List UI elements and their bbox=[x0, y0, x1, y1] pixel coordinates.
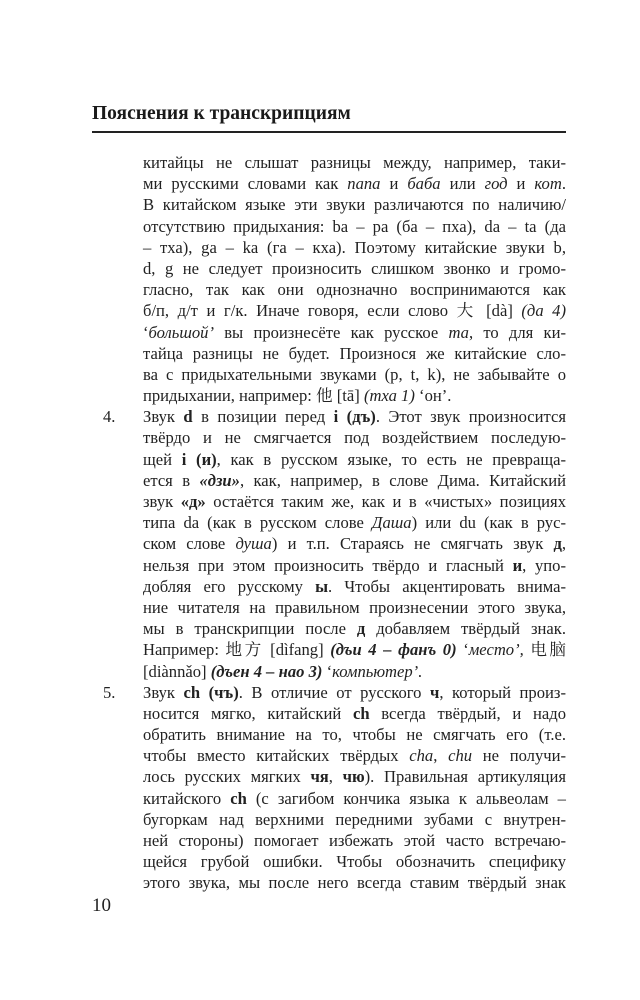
italic-text: компьютер’. bbox=[332, 661, 423, 681]
bold-italic-text: «дзи» bbox=[199, 470, 240, 490]
bold-text: «д» bbox=[180, 492, 206, 511]
text-span: и bbox=[380, 174, 408, 194]
italic-text: Даша bbox=[371, 513, 412, 533]
text-span: В китайском языке эти звуки различаются по наличию/ bbox=[143, 195, 566, 215]
text-line bbox=[143, 703, 566, 724]
text-line bbox=[143, 152, 566, 173]
text-span: бугоркам над верхними передними зубами с внутрен- bbox=[143, 809, 566, 829]
text-line bbox=[143, 851, 566, 872]
bold-text: ч bbox=[430, 682, 440, 702]
text-line bbox=[143, 872, 566, 893]
text-line bbox=[143, 385, 566, 406]
italic-text: место’, bbox=[468, 640, 524, 660]
bold-text: чя bbox=[310, 767, 329, 787]
italic-text: баба bbox=[407, 174, 441, 194]
text-span: ) и т.п. Стараясь не смягчать звук bbox=[271, 534, 554, 554]
text-line bbox=[143, 512, 566, 533]
text-line bbox=[103, 682, 566, 703]
text-span: – тха), ga – ka (га – кха). Поэтому китайские звуки b, bbox=[143, 237, 566, 257]
text-line bbox=[143, 788, 566, 809]
list-number: 5. bbox=[103, 682, 116, 702]
text-span: . Этот звук произносится bbox=[375, 407, 566, 427]
italic-text: cha bbox=[409, 746, 434, 766]
text-line bbox=[143, 237, 566, 258]
text-line bbox=[143, 745, 566, 766]
text-span: ‘ bbox=[456, 640, 469, 660]
text-span: [diànnǎo] bbox=[143, 661, 211, 681]
bold-text: i (и) bbox=[181, 449, 217, 469]
text-span: китайского bbox=[143, 788, 231, 808]
bold-italic-text: (дъен 4 – нао 3) bbox=[210, 661, 323, 681]
text-span: и bbox=[507, 174, 535, 194]
text-span: щейся грубой ошибки. Чтобы обозначить специфику bbox=[143, 852, 566, 872]
text-span: мы в транскрипции после bbox=[143, 619, 357, 639]
text-span: всегда твёрдый, и надо bbox=[369, 703, 566, 723]
text-span: звук bbox=[143, 492, 181, 511]
text-span: , bbox=[328, 767, 343, 787]
text-span: , как, например, в слове Дима. Китайский bbox=[239, 470, 566, 490]
text-line bbox=[143, 576, 566, 597]
italic-text: душа bbox=[235, 534, 272, 554]
text-span: добляя его русскому bbox=[143, 576, 316, 596]
list-number: 4. bbox=[103, 407, 116, 427]
text-span: в позиции перед bbox=[192, 407, 334, 427]
text-span: гласно, так как они однозначно воспринимаются как bbox=[143, 280, 566, 300]
text-line bbox=[143, 639, 566, 660]
text-span: . bbox=[561, 174, 566, 194]
text-line bbox=[143, 258, 566, 279]
text-span: ). Правильная артикуляция bbox=[364, 767, 566, 787]
text-span: , как в русском языке, то есть не превраща- bbox=[216, 449, 567, 469]
text-span: Звук bbox=[143, 682, 184, 702]
text-line bbox=[143, 194, 566, 215]
bold-text: ch bbox=[230, 788, 247, 808]
page-number: 10 bbox=[92, 895, 111, 916]
bold-text: ch bbox=[352, 703, 370, 723]
text-span: нельзя при этом произносить твёрдо и гласный bbox=[143, 555, 513, 575]
text-span: или bbox=[440, 174, 485, 194]
header-rule bbox=[92, 131, 566, 133]
italic-text: chu bbox=[448, 746, 473, 766]
bold-text: i (дъ) bbox=[333, 407, 376, 427]
text-span: лось русских мягких bbox=[143, 767, 311, 787]
body-text bbox=[103, 152, 567, 894]
text-span: , bbox=[433, 746, 449, 766]
text-line bbox=[143, 300, 566, 321]
text-span: твёрдо и не смягчается под воздействием последую- bbox=[143, 428, 566, 448]
text-span: Звук bbox=[143, 407, 184, 427]
running-header: Пояснения к транскрипциям bbox=[92, 103, 351, 124]
text-span: ‘он’. bbox=[414, 386, 452, 406]
text-span: обратить внимание на то, чтобы не смягчать его (т.е. bbox=[143, 725, 566, 745]
text-span: чтобы вместо китайских твёрдых bbox=[143, 746, 410, 766]
text-line bbox=[143, 555, 566, 576]
text-span: тайца разницы не будет. Произнося же китайские сло- bbox=[143, 343, 566, 363]
bold-text: и bbox=[512, 555, 523, 575]
text-line bbox=[143, 491, 566, 512]
text-span: ется в bbox=[143, 470, 200, 490]
text-span: ‘ bbox=[322, 661, 333, 681]
text-line bbox=[143, 661, 566, 682]
text-span: этого звука, мы после него всегда ставим твёрдый знак bbox=[143, 873, 566, 893]
text-line bbox=[143, 830, 566, 851]
text-span: ском слове bbox=[143, 534, 236, 554]
text-span: типа da (как в русском слове bbox=[143, 513, 372, 533]
text-span: добавляем твёрдый знак. bbox=[365, 619, 566, 639]
bold-text: д bbox=[553, 534, 562, 554]
text-span: ) или du (как в рус- bbox=[411, 513, 566, 533]
text-span: Например: 地方 [dìfang] bbox=[143, 640, 331, 660]
text-line bbox=[143, 766, 566, 787]
text-line bbox=[143, 216, 566, 237]
italic-text: год bbox=[484, 174, 508, 194]
italic-text: (да 4) bbox=[521, 301, 566, 321]
text-span: щей bbox=[143, 449, 182, 469]
italic-text: большой’ bbox=[148, 322, 214, 342]
text-line bbox=[143, 279, 566, 300]
text-span: не получи- bbox=[472, 746, 566, 766]
text-line bbox=[143, 449, 566, 470]
text-span: ми русскими словами как bbox=[143, 174, 348, 194]
text-line bbox=[143, 597, 566, 618]
text-span: ва с придыхательными звуками (p, t, k), не забывайте о bbox=[143, 364, 566, 384]
text-line bbox=[143, 427, 566, 448]
bold-text: д bbox=[356, 619, 366, 639]
bold-text: ch (чъ) bbox=[183, 682, 239, 702]
text-line bbox=[143, 470, 566, 491]
text-span: . Чтобы акцентировать внима- bbox=[328, 576, 566, 596]
text-line bbox=[143, 618, 566, 639]
text-span: вы произнесёте как русское bbox=[213, 322, 449, 342]
text-span: , упо- bbox=[522, 555, 566, 575]
text-span: ние читателя на правильном произнесении этого звука, bbox=[143, 597, 566, 617]
text-line bbox=[143, 364, 566, 385]
bold-text: чю bbox=[342, 767, 365, 787]
italic-text: (тха 1) bbox=[363, 386, 415, 406]
italic-text: папа bbox=[347, 174, 381, 194]
text-span: 电脑 bbox=[523, 640, 566, 660]
text-span: отсутствию придыхания: ba – pa (ба – пха), da – ta (да bbox=[143, 216, 566, 236]
text-span: . В отличие от русского bbox=[238, 682, 430, 702]
text-line bbox=[143, 809, 566, 830]
text-span: китайцы не слышат разницы между, например, таки- bbox=[143, 153, 566, 172]
text-span: ней стороны) помогает избежать этой часто встречаю- bbox=[143, 831, 566, 850]
text-span: остаётся таким же, как и в «чистых» позициях bbox=[205, 492, 566, 511]
text-span: (с загибом кончика языка к альвеолам – bbox=[246, 788, 566, 808]
italic-text: та bbox=[448, 322, 469, 342]
text-span: d, g не следует произносить слишком звонко и громо- bbox=[143, 258, 566, 278]
text-line bbox=[143, 343, 566, 364]
text-span: , bbox=[561, 534, 566, 554]
text-span: , который произ- bbox=[439, 682, 566, 702]
text-span: придыхании, например: 他 [tā] bbox=[143, 386, 364, 406]
text-span: , то для ки- bbox=[468, 322, 566, 342]
bold-text: d bbox=[183, 407, 193, 427]
italic-text: кот bbox=[534, 174, 562, 194]
text-line bbox=[143, 173, 566, 194]
text-span: ‘ bbox=[143, 322, 149, 342]
text-span: б/п, д/т и г/к. Иначе говоря, если слово 大 [dà] bbox=[143, 301, 522, 321]
text-line bbox=[103, 406, 566, 427]
text-span: носится мягко, китайский bbox=[143, 703, 353, 723]
bold-italic-text: (дъи 4 – фанъ 0) bbox=[330, 640, 457, 660]
bold-text: ы bbox=[315, 576, 329, 596]
text-line bbox=[143, 724, 566, 745]
text-line bbox=[143, 533, 566, 554]
text-line bbox=[143, 322, 566, 343]
